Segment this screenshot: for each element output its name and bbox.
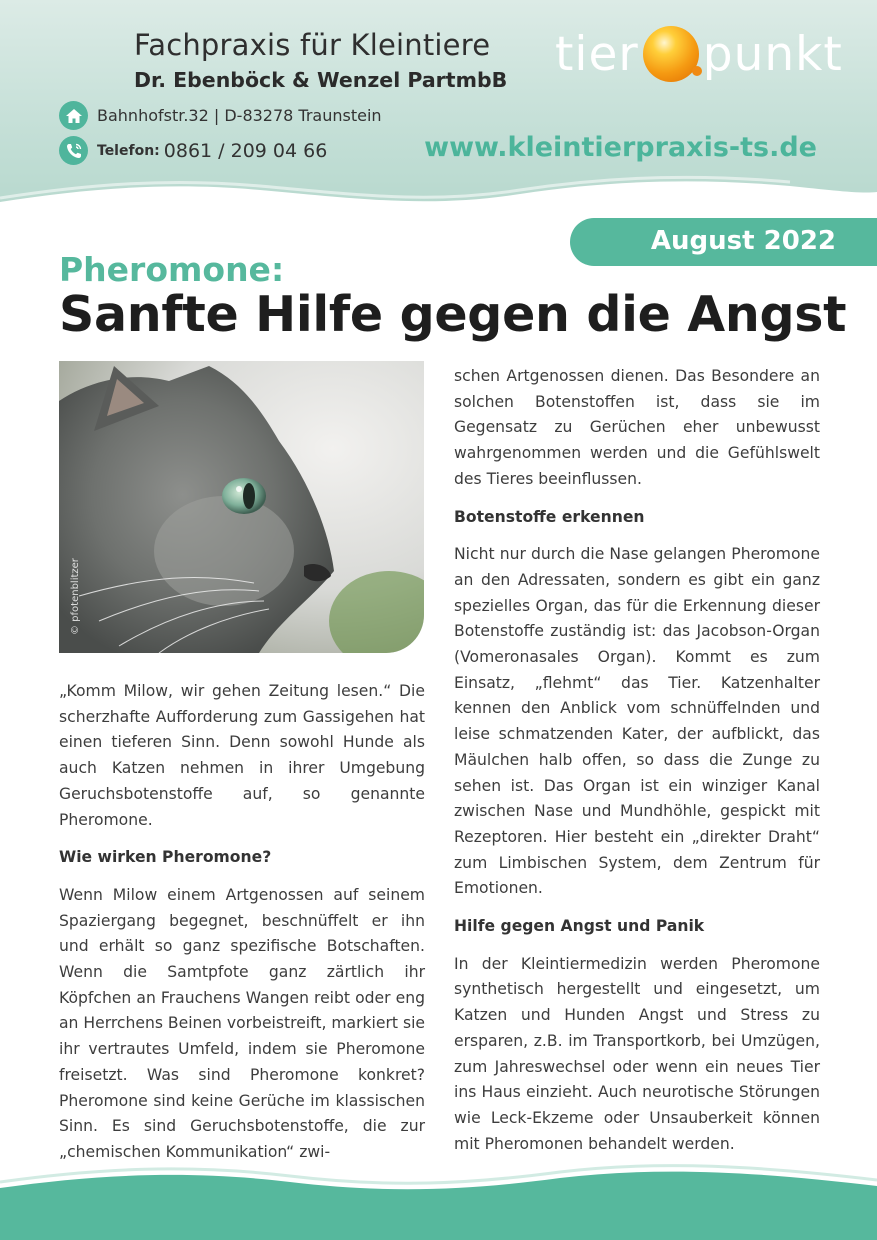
footer-wave-band [0,1160,877,1240]
article-headline: Sanfte Hilfe gegen die Angst [59,286,847,343]
logo-word-right: punkt [702,26,843,82]
intro-paragraph: „Komm Milow, wir gehen Zeitung lesen.“ Die scherzhafte Aufforderung zum Gassigehen hat einen tieferen Sinn. Denn sowohl Hunde als auch Katzen nehmen in ihrer Umgebung Geruchsbotenstoffe auf, so genannte Pheromone. [59,682,425,829]
article-kicker: Pheromone: [59,250,285,289]
body-paragraph: Nicht nur durch die Nase gelangen Pheromone an den Adressaten, sondern es gibt ein ganz spezielles Organ, das für die Erkennung dieser Botenstoffe zuständig ist: das Jacobson-Organ (Vomeronasales Organ). Kommt es zum Einsatz, „flehmt“ das Tier. Katzenhalter kennen den Anblick vom schnüffelnden und leise schmatzenden Kater, der aufblickt, das Mäulchen halb offen, so dass die Zunge zu sehen ist. Das Organ ist ein winziger Kanal zwischen Nase und Mundhöhle, gespickt mit Rezeptoren. Hier besteht ein „direkter Draht“ zum Limbischen System, dem Zentrum für Emotionen. [454,545,820,898]
issue-date: August 2022 [650,226,836,256]
logo-ball-icon [643,26,699,82]
page-header [0,0,877,215]
phone-label: Telefon: [97,142,160,159]
website-link[interactable]: www.kleintierpraxis-ts.de [424,132,817,163]
phone-number[interactable]: 0861 / 209 04 66 [163,139,328,162]
phone-icon [59,136,88,165]
article-column-right [454,364,820,1157]
body-paragraph: Wenn Milow einem Artgenossen auf seinem Spaziergang begegnet, beschnüffelt er ihn und erhält so ganz spezifische Botschaften. Wenn die Samtpfote ganz zärtlich ihr Köpfchen an Frauchens Wangen reibt oder eng an Herrchens Beinen vorbeistreift, markiert sie ihr vertrautes Umfeld, indem sie Pheromone freisetzt. Was sind Pheromone konkret? Pheromone sind keine Gerüche im klassischen Sinn. Es sind Geruchsbotenstoffe, die zur „chemischen Kommunikation“ zwi- [59,885,426,1161]
cat-photo [59,361,424,653]
phone-row [59,136,327,165]
photo-credit: © pfotenblitzer [70,558,81,635]
home-icon [59,101,88,130]
practice-name: Fachpraxis für Kleintiere [134,28,491,62]
tierpunkt-logo [555,24,843,84]
issue-date-tab [570,218,877,266]
logo-word-left: tier [555,26,639,82]
address-text: Bahnhofstr.32 | D-83278 Traunstein [97,106,382,125]
body-paragraph-continued: schen Artgenossen dienen. Das Besondere an solchen Botenstoffen ist, dass sie im Gegensatz zu Gerüchen eher unbewusst wahrgenommen werden und die Gefühlswelt des Tieres beeinflussen. [454,367,820,488]
section-heading: Wie wirken Pheromone? [59,848,272,867]
address-row [59,101,382,130]
section-heading: Hilfe gegen Angst und Panik [454,917,705,936]
body-paragraph: In der Kleintiermedizin werden Pheromone synthetisch hergestellt und eingesetzt, um Katzen und Hunden Angst und Stress zu ersparen, z.B. im Transportkorb, bei Umzügen, zum Jahreswechsel oder wenn ein neues Tier ins Haus einzieht. Auch neurotische Störungen wie Leck-Ekzeme oder Unsauberkeit können mit Pheromonen behandelt werden. [454,954,820,1153]
article-column-left [59,679,425,1166]
section-heading: Botenstoffe erkennen [454,507,645,526]
practice-owner: Dr. Ebenböck & Wenzel PartmbB [134,68,508,92]
